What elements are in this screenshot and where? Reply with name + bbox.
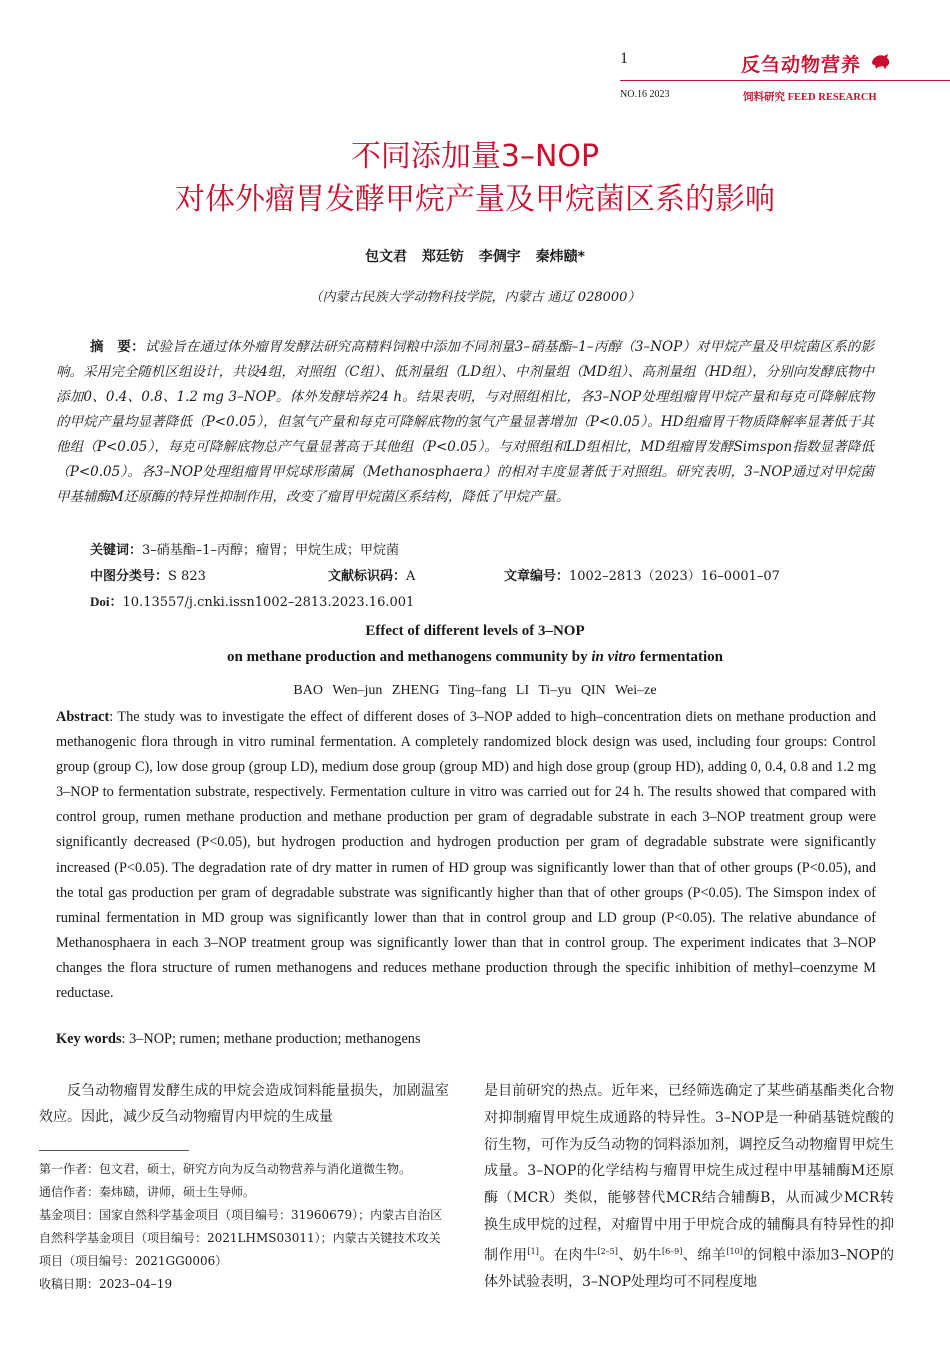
keywords-cn <box>90 539 399 558</box>
keywords-cn-text: 3–硝基酯–1–丙醇；瘤胃；甲烷生成；甲烷菌 <box>142 543 400 558</box>
english-title-post: fermentation <box>635 649 723 665</box>
keywords-cn-label: 关键词： <box>90 543 143 558</box>
paper-title-line-2: 对体外瘤胃发酵甲烷产量及甲烷菌区系的影响 <box>175 182 775 217</box>
citation-ref: [6–9] <box>661 1246 683 1256</box>
citation-ref: [2–5] <box>597 1246 618 1256</box>
footnotes <box>39 1158 449 1296</box>
article-number-value: 1002–2813（2023）16–0001–07 <box>569 569 780 584</box>
abstract-cn-text: 试验旨在通过体外瘤胃发酵法研究高精料饲粮中添加不同剂量3–硝基酯–1–丙醇（3–NOP）对甲烷产量及甲烷菌区系的影响。采用完全随机区组设计，共设4组，对照组（C组）、低剂量组（LD组）、中剂量组（MD组）、高剂量组（HD组），分别向发酵底物中添加0、0.4、0.8、1.2 mg 3–NOP。体外发酵培养24 h。结果表明，与对照组相比，各3–NOP处理组瘤胃甲烷产量和每克可降解底物的甲烷产量均显著降低（P<0.05），但氢气产量和每克可降解底物的氢气产量显著增加（P<0.05）。HD组瘤胃干物质降解率显著低于其他组（P<0.05），每克可降解底物总产气量显著高于其他组（P<0.05）。与对照组和LD组相比，MD组瘤胃发酵Simspon指数显著降低（P<0.05）。各3–NOP处理组瘤胃甲烷球形菌属（Methanosphaera）的相对丰度显著低于对照组。研究表明，3–NOP通过对甲烷菌甲基辅酶M还原酶的特异性抑制作用，改变了瘤胃甲烷菌区系结构，降低了甲烷产量。 <box>56 339 874 505</box>
english-title-line-2 <box>0 649 950 666</box>
body-left-paragraph: 反刍动物瘤胃发酵生成的甲烷会造成饲料能量损失，加剧温室效应。因此，减少反刍动物瘤胃内甲烷的生成量 <box>39 1083 449 1125</box>
abstract-cn <box>56 335 874 510</box>
keywords-en <box>56 1031 421 1048</box>
doi-label: Doi： <box>90 594 123 609</box>
paper-title-line-1: 不同添加量3–NOP <box>350 139 600 174</box>
citation-ref: [1] <box>527 1246 539 1256</box>
body-text-4: 、绵羊 <box>682 1247 727 1264</box>
english-title-em: in vitro <box>591 649 636 665</box>
authors-cn: 包文君 郑廷钫 李倜宇 秦炜赜* <box>365 249 585 265</box>
english-title-line-1: Effect of different levels of 3–NOP <box>365 623 585 639</box>
body-text-5: 的饲粮中添加3–NOP的体外试验表明，3–NOP处理均可不同程度地 <box>484 1247 895 1291</box>
footnote-first-author: 第一作者：包文君，硕士，研究方向为反刍动物营养与消化道微生物。 <box>39 1162 412 1176</box>
body-text-1: 是目前研究的热点。近年来，已经筛选确定了某些硝基酯类化合物对抑制瘤胃甲烷生成通路的特异性。3–NOP是一种硝基链烷酸的衍生物，可作为反刍动物的饲料添加剂，调控反刍动物瘤胃甲烷生成量。3–NOP的化学结构与瘤胃甲烷生成过程中甲基辅酶M还原酶（MCR）类似，能够替代MCR结合辅酶B，从而减少MCR转换生成甲烷的过程，对瘤胃中用于甲烷合成的辅酶具有特异性的抑制作用 <box>484 1083 894 1264</box>
issue-number: NO.16 2023 <box>620 89 670 100</box>
abstract-en-label: Abstract <box>56 709 110 725</box>
body-text-3: 、奶牛 <box>617 1247 662 1264</box>
section-name: 饲料研究 FEED RESEARCH <box>743 92 877 103</box>
article-number-label: 文章编号： <box>504 569 570 584</box>
abstract-en-text: : The study was to investigate the effect of different doses of 3–NOP added to high–concentration diets on methane production and methanogenic flora through in vitro ruminal fermentation. A completely randomized block design was used, including four groups: Control group (group C), low dose group (group LD), medium dose group (group MD) and high dose group (group HD), adding 0, 0.4, 0.8 and 1.2 mg 3–NOP to fermentation substrate, respectively. Fermentation culture in vitro was carried out for 24 h. The results showed that compared with control group, rumen methane production and methane production per gram of degradable substrate in each 3–NOP treatment group were significantly decreased (P<0.05), but hydrogen production and hydrogen production per gram of degradable substrate were significantly increased (P<0.05). The degradation rate of dry matter in rumen of HD group was significantly lower than that of other groups (P<0.05), and the total gas production per gram of degradable substrate was significantly higher than that of other groups (P<0.05). The Simspon index of ruminal fermentation in MD group was significantly lower than that in control group and LD group (P<0.05). The relative abundance of Methanosphaera in each 3–NOP treatment group was significantly lower than that in control group. The experiment indicates that 3–NOP changes the flora structure of rumen methanogens and reduces methane production through the specific inhibition of methyl–coenzyme M reductase. <box>56 709 876 1002</box>
doi <box>90 591 414 610</box>
journal-logo-icon <box>870 52 892 70</box>
doi-value: 10.13557/j.cnki.issn1002–2813.2023.16.001 <box>122 595 415 610</box>
classification-row <box>90 565 890 584</box>
english-title-pre: on methane production and methanogens community by <box>226 649 592 665</box>
keywords-en-label: Key words <box>56 1031 122 1047</box>
footnote-funding: 基金项目：国家自然科学基金项目（项目编号：31960679）；内蒙古自治区自然科学基金项目（项目编号：2021LHMS03011）；内蒙古关键技术攻关项目（项目编号：2021GG0006） <box>39 1208 443 1268</box>
page-number: 1 <box>620 50 628 67</box>
body-text-2: 。在肉牛 <box>538 1247 598 1264</box>
footnote-received: 收稿日期：2023–04–19 <box>39 1277 173 1291</box>
abstract-cn-label: 摘 要： <box>90 339 145 355</box>
keywords-en-text: : 3–NOP; rumen; methane production; methanogens <box>121 1031 421 1047</box>
body-right-column <box>484 1078 894 1296</box>
clc-label: 中图分类号： <box>90 569 169 584</box>
clc-value: S 823 <box>168 569 206 584</box>
journal-name: 反刍动物营养 <box>741 54 862 76</box>
affiliation: （内蒙古民族大学动物科技学院，内蒙古 通辽 028000） <box>309 290 641 305</box>
abstract-en <box>56 705 876 1006</box>
body-right-paragraph <box>484 1078 894 1296</box>
doc-code-value: A <box>406 569 416 584</box>
header-rule <box>620 80 950 81</box>
doc-code-label: 文献标识码： <box>328 569 407 584</box>
authors-en: BAO Wen–jun ZHENG Ting–fang LI Ti–yu QIN Wei–ze <box>293 683 657 698</box>
footnote-corresponding: 通信作者：秦炜赜，讲师，硕士生导师。 <box>39 1185 256 1199</box>
footnote-rule <box>39 1150 189 1151</box>
citation-ref: [10] <box>726 1246 743 1256</box>
body-left-column <box>39 1078 449 1130</box>
